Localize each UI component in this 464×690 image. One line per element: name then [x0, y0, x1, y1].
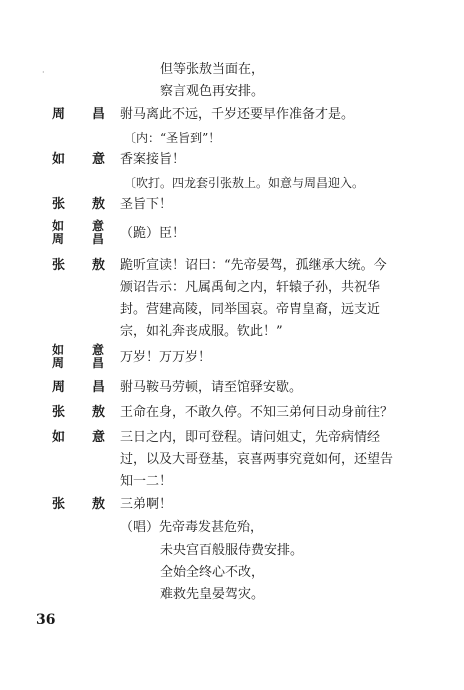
- speaker-name: 如: [52, 430, 66, 445]
- speaker-name: 敖: [92, 497, 106, 512]
- verse-line: 但等张敖当面在，: [160, 62, 265, 77]
- page-number: 36: [36, 612, 56, 628]
- dialogue-line: 王命在身，不敢久停。不知三弟何日动身前往？: [120, 405, 394, 420]
- verse-line: 未央宫百般服侍费安排。: [160, 543, 304, 558]
- stage-direction: 〔内：“圣旨到”！: [124, 131, 221, 145]
- speaker-name: 周: [52, 380, 66, 395]
- speaker-name: 张: [52, 258, 66, 273]
- speaker-name: 周: [52, 232, 65, 246]
- ink-speck: ·: [42, 68, 45, 77]
- dialogue-line: 跪听宣读！诏曰：“先帝晏驾，孤继承大统。今: [120, 258, 387, 273]
- speaker-name: 周: [52, 356, 65, 370]
- dialogue-line: 宗，如礼奔丧成服。钦此！”: [120, 324, 283, 339]
- speaker-name: 昌: [92, 380, 106, 395]
- speaker-name: 敖: [92, 197, 106, 212]
- dialogue-line: 知一二！: [120, 474, 173, 489]
- dialogue-line: 过，以及大哥登基，哀喜两事究竟如何，还望告: [120, 452, 394, 467]
- verse-line: （唱）先帝毒发甚危殆，: [120, 520, 264, 535]
- speaker-name: 意: [92, 343, 105, 357]
- dialogue-line: 万岁！万万岁！: [120, 350, 212, 365]
- stage-direction: 〔吹打。四龙套引张敖上。如意与周昌迎入。: [124, 176, 365, 190]
- speaker-name: 意: [92, 152, 106, 167]
- speaker-name: 敖: [92, 258, 106, 273]
- speaker-name: 周: [52, 107, 66, 122]
- speaker-name: 如: [52, 219, 65, 233]
- dialogue-line: 驸马鞍马劳顿，请至馆驿安歇。: [120, 380, 303, 395]
- speaker-name: 意: [92, 219, 105, 233]
- dialogue-line: （跪）臣！: [120, 226, 186, 241]
- speaker-name: 昌: [92, 232, 105, 246]
- speaker-name: 昌: [92, 107, 106, 122]
- speaker-name: 敖: [92, 405, 106, 420]
- speaker-name: 张: [52, 497, 66, 512]
- verse-line: 全始全终心不改，: [160, 565, 265, 580]
- speaker-name: 张: [52, 197, 66, 212]
- dialogue-line: 圣旨下！: [120, 197, 173, 212]
- dialogue-line: 驸马离此不远，千岁还要早作准备才是。: [120, 107, 355, 122]
- speaker-name: 张: [52, 405, 66, 420]
- speaker-name: 意: [92, 430, 106, 445]
- speaker-name: 如: [52, 343, 65, 357]
- verse-line: 察言观色再安排。: [160, 84, 265, 99]
- speaker-name: 昌: [92, 356, 105, 370]
- speaker-name: 如: [52, 152, 66, 167]
- verse-line: 难救先皇晏驾灾。: [160, 587, 265, 602]
- dialogue-line: 三日之内，即可登程。请问姐丈，先帝病情经: [120, 430, 381, 445]
- dialogue-line: 颁诏告示：凡属禹甸之内，轩辕子孙，共祝华: [120, 280, 381, 295]
- dialogue-line: 三弟啊！: [120, 497, 173, 512]
- dialogue-line: 封。营建高陵，同举国哀。帝胄皇裔，远支近: [120, 302, 381, 317]
- dialogue-line: 香案接旨！: [120, 152, 186, 167]
